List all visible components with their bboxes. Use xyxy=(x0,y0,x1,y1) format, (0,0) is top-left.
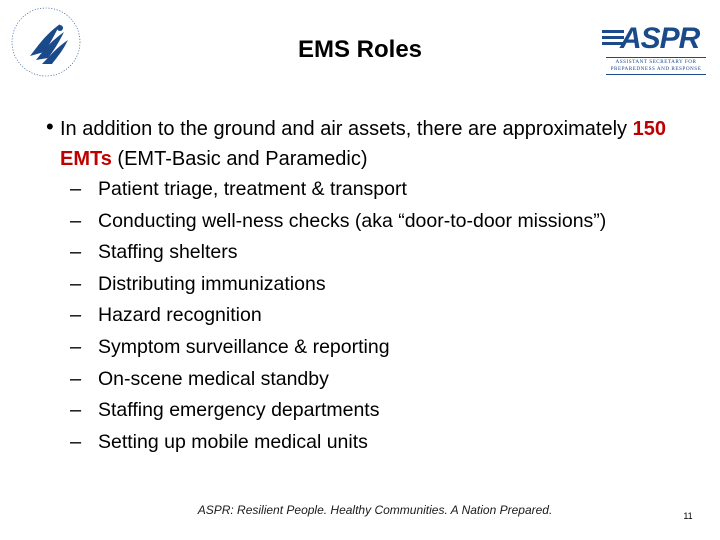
list-item xyxy=(70,239,700,271)
list-item xyxy=(70,208,700,240)
dash-bullet-icon: – xyxy=(70,178,82,200)
main-bullet-text xyxy=(60,114,686,174)
list-item xyxy=(70,429,700,461)
list-item xyxy=(70,334,700,366)
list-item xyxy=(70,176,700,208)
list-item xyxy=(70,397,700,429)
main-bullet xyxy=(46,114,686,174)
dash-bullet-icon: – xyxy=(70,399,82,422)
main-bullet-suffix: (EMT-Basic and Paramedic) xyxy=(111,148,368,170)
list-item-text: Hazard recognition xyxy=(98,304,262,327)
dash-bullet-icon: – xyxy=(70,367,82,390)
main-bullet-prefix: In addition to the ground and air assets, there are approximately xyxy=(60,118,633,140)
dash-bullet-icon: – xyxy=(70,430,82,453)
footer-tagline: ASPR: Resilient People. Healthy Communities. A Nation Prepared. xyxy=(197,503,553,517)
dash-bullet-icon: – xyxy=(70,304,82,327)
list-item-text: Distributing immunizations xyxy=(98,272,326,295)
ems-roles-list xyxy=(70,176,700,460)
dash-bullet-icon: – xyxy=(70,335,82,358)
list-item xyxy=(70,366,700,398)
list-item-text: On-scene medical standby xyxy=(98,367,329,390)
list-item-text: Staffing shelters xyxy=(98,241,238,264)
dash-bullet-icon: – xyxy=(70,241,82,264)
list-item xyxy=(70,271,700,303)
aspr-subtitle-line-1: ASSISTANT SECRETARY FOR xyxy=(615,59,697,65)
slide-title: EMS Roles xyxy=(297,36,423,63)
bullet-dot-icon: • xyxy=(46,114,54,139)
aspr-logo-text: ASPR xyxy=(620,22,700,55)
list-item-text: Setting up mobile medical units xyxy=(98,430,368,453)
list-item-text: Patient triage, treatment & transport xyxy=(98,178,407,200)
dash-bullet-icon: – xyxy=(70,272,82,295)
list-item xyxy=(70,302,700,334)
page-number: 11 xyxy=(683,511,693,521)
emt-count-highlight: 150 EMTs xyxy=(60,118,666,170)
list-item-text: Staffing emergency departments xyxy=(98,399,380,422)
list-item-text: Symptom surveillance & reporting xyxy=(98,335,390,358)
aspr-subtitle-line-2: PREPAREDNESS AND RESPONSE xyxy=(610,66,702,72)
list-item-text: Conducting well-ness checks (aka “door-to-door missions”) xyxy=(98,209,607,232)
dash-bullet-icon: – xyxy=(70,209,82,232)
